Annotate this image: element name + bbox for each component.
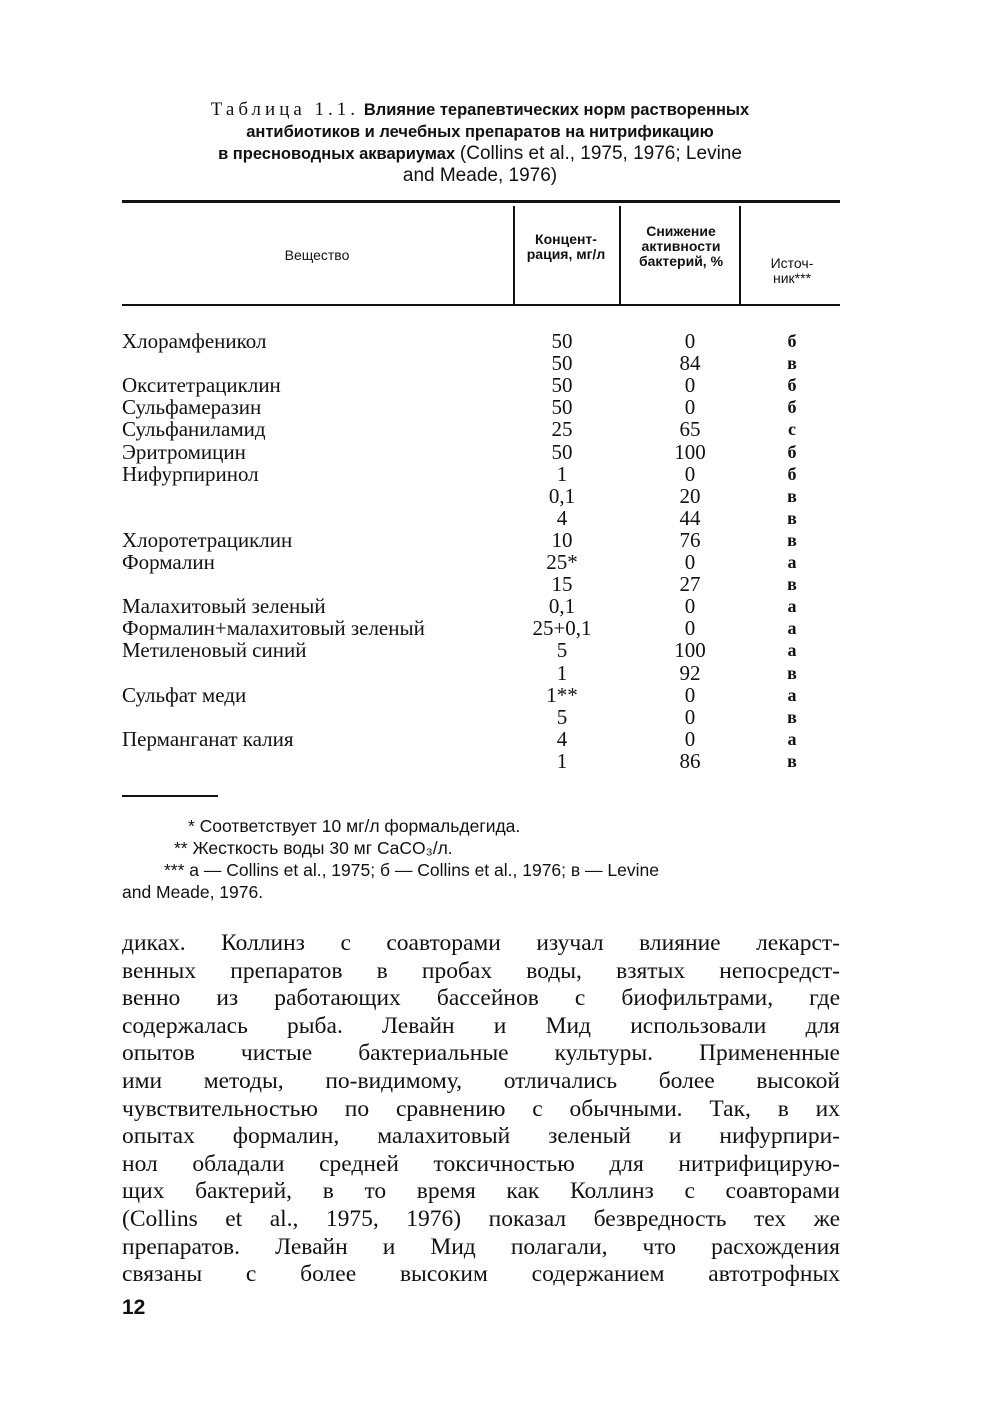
- cell-concentration: 50: [551, 439, 573, 464]
- cell-concentration: 10: [551, 527, 573, 552]
- body-line: (Collins et al., 1975, 1976) показал безвредность тех же: [122, 1205, 840, 1232]
- cell-reduction: 0: [684, 726, 696, 751]
- footnote: ** Жесткость воды 30 мг CaCO₃/л.: [174, 838, 453, 858]
- cell-concentration: 50: [551, 373, 573, 398]
- column-divider: [619, 206, 621, 304]
- body-line: щих бактерий, в то время как Коллинз с соавторами: [122, 1178, 840, 1205]
- caption-line: (Collins et al., 1975, 1976; Levine: [459, 143, 742, 164]
- body-line: ими методы, по-видимому, отличались более высокой: [122, 1067, 840, 1094]
- cell-source: б: [787, 375, 797, 396]
- caption-line: and Meade, 1976): [402, 165, 558, 186]
- cell-concentration: 25*: [546, 550, 578, 574]
- column-divider: [739, 206, 741, 304]
- cell-source: в: [787, 750, 797, 771]
- cell-source: с: [788, 419, 796, 440]
- table-row: [0, 706, 1000, 728]
- body-line: диках. Коллинз с соавторами изучал влияние лекарст-: [122, 930, 840, 956]
- body-line: препаратов. Левайн и Мид полагали, что расхождения: [122, 1233, 840, 1260]
- table-caption: [120, 99, 840, 186]
- cell-reduction: 0: [684, 329, 696, 353]
- cell-source: а: [787, 684, 797, 705]
- cell-reduction: 92: [679, 660, 701, 685]
- cell-reduction: 20: [679, 483, 701, 508]
- body-line: опытов чистые бактериальные культуры. Примененные: [122, 1040, 840, 1067]
- cell-concentration: 15: [551, 572, 573, 597]
- cell-substance: Малахитовый зеленый: [122, 594, 326, 619]
- column-divider: [513, 206, 515, 304]
- cell-source: в: [787, 662, 797, 683]
- caption-line: антибиотиков и лечебных препаратов на нитрификацию: [246, 123, 714, 141]
- cell-reduction: 65: [679, 417, 701, 442]
- cell-source: а: [787, 640, 797, 661]
- body-line: нол обладали средней токсичностью для нитрифицирую-: [122, 1150, 840, 1177]
- cell-source: а: [787, 618, 797, 639]
- cell-source: а: [787, 596, 797, 617]
- table-row: [0, 728, 1000, 750]
- cell-reduction: 27: [679, 572, 701, 597]
- cell-substance: Сульфаниламид: [122, 417, 266, 442]
- table-row: [0, 684, 1000, 706]
- header-substance: Вещество: [284, 247, 350, 263]
- table-row: [0, 617, 1000, 639]
- cell-reduction: 0: [684, 550, 696, 574]
- cell-source: в: [787, 507, 797, 528]
- table-row: [0, 573, 1000, 595]
- cell-concentration: 5: [556, 704, 568, 729]
- cell-source: в: [787, 529, 797, 550]
- body-line: связаны с более высоким содержанием автотрофных: [122, 1261, 840, 1288]
- cell-reduction: 0: [684, 616, 696, 641]
- cell-reduction: 0: [684, 461, 696, 486]
- cell-reduction: 0: [684, 373, 696, 398]
- cell-source: б: [787, 463, 797, 484]
- table-row: [0, 352, 1000, 374]
- cell-source: в: [787, 485, 797, 506]
- cell-concentration: 0,1: [548, 594, 576, 619]
- cell-concentration: 50: [551, 329, 573, 353]
- cell-concentration: 4: [556, 505, 568, 530]
- cell-reduction: 44: [679, 505, 701, 530]
- cell-reduction: 86: [679, 748, 701, 773]
- cell-substance: Хлоротетрациклин: [122, 527, 293, 552]
- body-line: чувствительностью по сравнению с обычными. Так, в их: [122, 1095, 840, 1122]
- table-top-rule: [122, 200, 840, 203]
- cell-substance: Формалин: [122, 550, 215, 574]
- footnote: * Соответствует 10 мг/л формальдегида.: [188, 816, 521, 836]
- cell-substance: Эритромицин: [122, 439, 246, 464]
- cell-reduction: 0: [684, 682, 696, 707]
- table-row: [0, 463, 1000, 485]
- cell-source: а: [787, 552, 797, 572]
- caption-label: Таблица 1.1.: [210, 99, 360, 120]
- table-row: [0, 529, 1000, 551]
- cell-concentration: 1: [556, 461, 568, 486]
- cell-substance: Сульфат меди: [122, 682, 247, 707]
- cell-substance: Хлорамфеникол: [122, 329, 267, 353]
- cell-concentration: 50: [551, 351, 573, 376]
- table-row: [0, 374, 1000, 396]
- cell-reduction: 84: [679, 351, 701, 376]
- header-source: Источ-ник***: [770, 255, 814, 286]
- table-row: [0, 330, 1000, 352]
- table-row: [0, 441, 1000, 463]
- cell-source: в: [787, 706, 797, 727]
- cell-concentration: 0,1: [548, 483, 576, 508]
- cell-source: в: [787, 574, 797, 595]
- footnote-rule: [122, 795, 218, 797]
- cell-concentration: 5: [556, 638, 568, 663]
- cell-reduction: 100: [674, 439, 706, 464]
- footnote: and Meade, 1976.: [122, 882, 264, 902]
- cell-substance: Окситетрациклин: [122, 373, 281, 398]
- cell-concentration: 25+0,1: [532, 616, 592, 641]
- cell-reduction: 100: [674, 638, 706, 663]
- table-row: [0, 485, 1000, 507]
- cell-concentration: 1: [556, 660, 568, 685]
- cell-source: б: [787, 331, 797, 351]
- body-line: венных препаратов в пробах воды, взятых непосредст-: [122, 957, 840, 984]
- table-row: [0, 662, 1000, 684]
- cell-source: б: [787, 441, 797, 462]
- caption-line: в пресноводных аквариумах: [218, 145, 456, 163]
- cell-source: а: [787, 728, 797, 749]
- cell-concentration: 4: [556, 726, 568, 751]
- cell-substance: Нифурпиринол: [122, 461, 259, 486]
- body-line: венно из работающих бассейнов с биофильтрами, где: [122, 985, 840, 1012]
- cell-reduction: 0: [684, 704, 696, 729]
- cell-concentration: 1**: [546, 682, 578, 707]
- page-number: 12: [122, 1296, 146, 1319]
- table-row: [0, 507, 1000, 529]
- cell-substance: Перманганат калия: [122, 726, 294, 751]
- cell-substance: Формалин+малахитовый зеленый: [122, 616, 425, 641]
- header-reduction: Снижение активности бактерий, %: [638, 223, 724, 269]
- table-row: [0, 551, 1000, 573]
- cell-reduction: 76: [679, 527, 701, 552]
- table-row: [0, 418, 1000, 440]
- cell-source: б: [787, 397, 797, 418]
- footnote: *** а — Collins et al., 1975; б — Collins et al., 1976; в — Levine: [164, 860, 659, 880]
- cell-concentration: 1: [556, 748, 568, 773]
- caption-line: Влияние терапевтических норм растворенных: [363, 101, 750, 119]
- header-concentration: Концент-рация, мг/л: [526, 231, 606, 262]
- table-row: [0, 750, 1000, 772]
- cell-substance: Сульфамеразин: [122, 395, 262, 420]
- table-row: [0, 396, 1000, 418]
- cell-substance: Метиленовый синий: [122, 638, 307, 663]
- body-line: опытах формалин, малахитовый зеленый и нифурпири-: [122, 1123, 840, 1150]
- body-text: [122, 930, 840, 1289]
- cell-concentration: 25: [551, 417, 573, 442]
- table-row: [0, 639, 1000, 661]
- body-line: содержалась рыба. Левайн и Мид использовали для: [122, 1012, 840, 1039]
- cell-source: в: [787, 353, 797, 374]
- header-bottom-rule: [122, 304, 840, 306]
- table-row: [0, 595, 1000, 617]
- cell-reduction: 0: [684, 395, 696, 420]
- cell-reduction: 0: [684, 594, 696, 619]
- cell-concentration: 50: [551, 395, 573, 420]
